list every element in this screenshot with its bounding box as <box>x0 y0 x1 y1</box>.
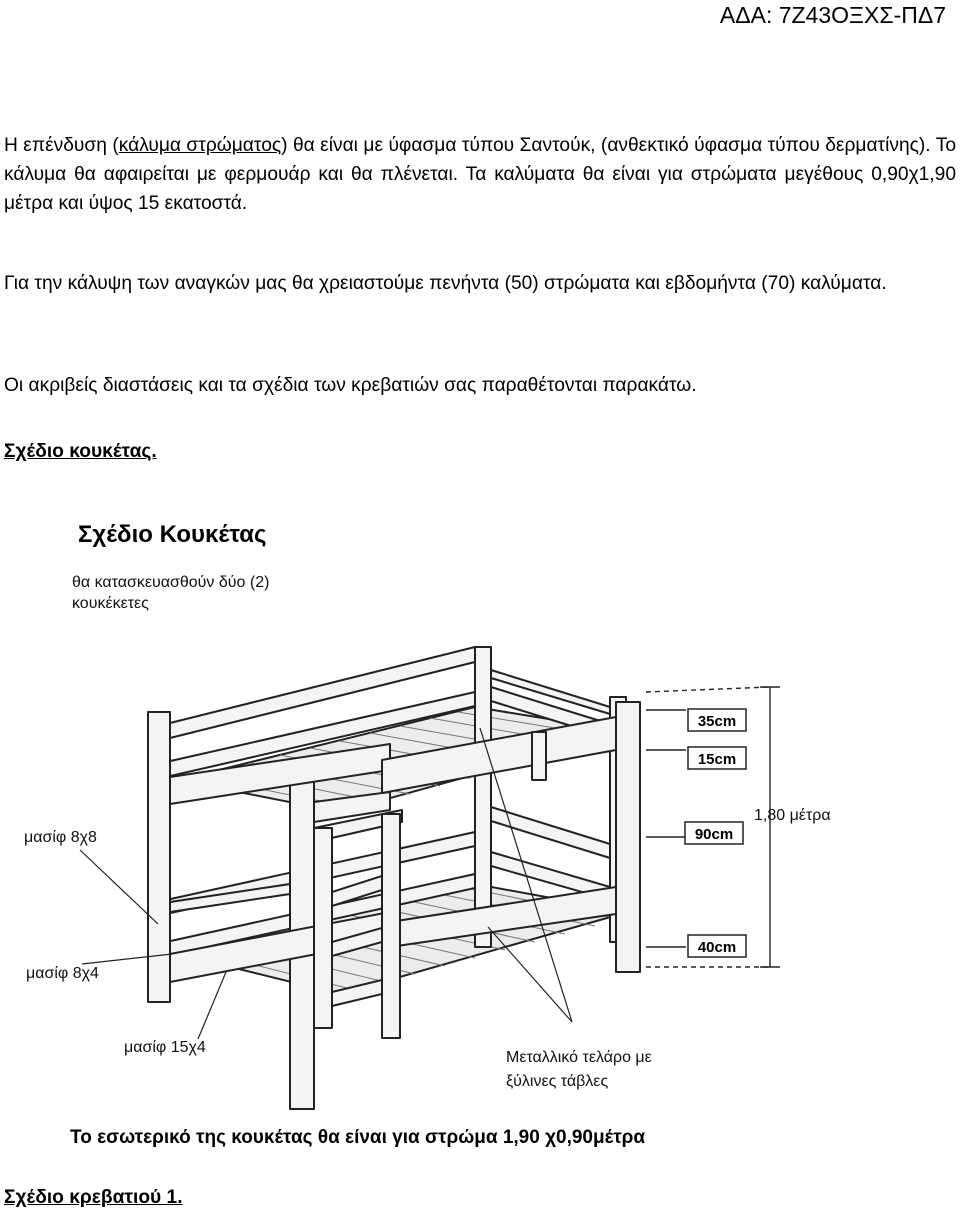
figure-title: Σχέδιο Κουκέτας <box>78 521 267 548</box>
mattress-cover-term: κάλυμα στρώματος <box>118 135 282 156</box>
paragraph-dimensions: Οι ακριβείς διαστάσεις και τα σχέδια των κρεβατιών σας παραθέτονται παρακάτω. <box>4 375 697 396</box>
bunk-bed-drawing <box>10 492 950 1187</box>
paragraph-cover-start: Η επένδυση ( <box>4 135 119 156</box>
figure-caption: Το εσωτερικό της κουκέτας θα είναι για στρώμα 1,90 χ0,90μέτρα <box>70 1127 646 1148</box>
label-solid-8x4: μασίφ 8χ4 <box>26 965 99 982</box>
dim-15cm: 15cm <box>697 751 737 768</box>
paragraph-cover-end: ) θα είναι με ύφασμα τύπου Σαντούκ, (ανθεκτικό ύφασμα τύπου δερματίνης). Το κάλυμα θα αφαιρείται με φερμουάρ και θα πλένεται. Τα καλύματα θα είναι για στρώματα μεγέθους 0,90χ1,90 μέτρα και ύψος 15 εκατοστά. <box>4 135 956 214</box>
dimension-boxes <box>685 709 831 957</box>
label-frame-line1: Μεταλλικό τελάρο με <box>506 1049 652 1066</box>
paragraph-quantities: Για την κάλυψη των αναγκών μας θα χρειαστούμε πενήντα (50) στρώματα και εβδομήντα (70) καλύματα. <box>4 273 887 294</box>
label-solid-15x4: μασίφ 15χ4 <box>124 1039 206 1056</box>
dim-height: 1,80 μέτρα <box>754 807 831 824</box>
paragraph-cover <box>4 131 956 218</box>
figure-note-line1: θα κατασκευασθούν δύο (2) <box>72 574 270 591</box>
heading-bed-design: Σχέδιο κρεβατιού 1. <box>4 1187 183 1208</box>
figure-note-line2: κουκέκετες <box>72 595 149 612</box>
ada-code: ΑΔΑ: 7Ζ43ΟΞΧΣ-ΠΔ7 <box>719 2 946 28</box>
dim-35cm: 35cm <box>697 713 737 730</box>
label-solid-8x8: μασίφ 8χ8 <box>24 829 97 846</box>
bunk-bed-figure <box>10 492 950 1187</box>
dim-40cm: 40cm <box>697 939 737 956</box>
heading-bunk-design: Σχέδιο κουκέτας. <box>4 441 157 462</box>
bunk-frame-drawing <box>148 647 640 1109</box>
label-frame-line2: ξύλινες τάβλες <box>506 1073 609 1090</box>
dim-90cm: 90cm <box>694 826 734 843</box>
